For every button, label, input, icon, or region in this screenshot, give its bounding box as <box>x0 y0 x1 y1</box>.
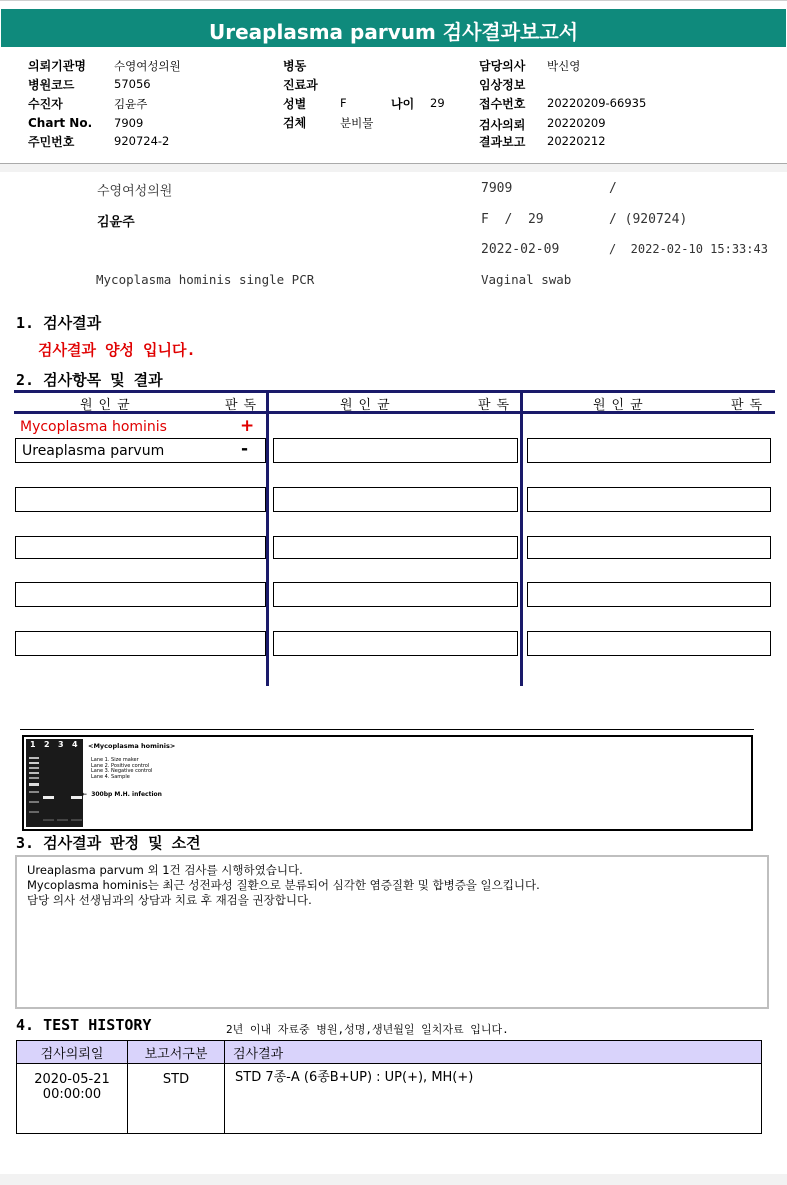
opinion-box <box>15 855 769 1009</box>
report-title: Ureaplasma parvum 검사결과보고서 <box>208 20 579 44</box>
sex-value: F <box>340 96 347 110</box>
result-cell <box>273 487 518 512</box>
history-col-date: 검사의뢰일 <box>17 1041 128 1064</box>
lane-number-2: 2 <box>44 740 50 749</box>
result-cell <box>527 438 771 463</box>
summary-specimen: Vaginal swab <box>481 272 572 287</box>
history-type: STD <box>128 1064 225 1134</box>
col-header-judge-2: 판독 <box>478 398 516 413</box>
summary-request-date: 2022-02-09 <box>481 242 560 257</box>
history-date-cell <box>17 1064 128 1134</box>
page-bottom-shade <box>0 1174 787 1185</box>
result-cell <box>273 582 518 607</box>
section1-heading: 1. 검사결과 <box>16 314 102 332</box>
summary-patient: 김윤주 <box>97 215 135 230</box>
gel-bands <box>26 739 83 827</box>
summary-test-name: Mycoplasma hominis single PCR <box>96 272 315 287</box>
result-cell <box>15 438 266 463</box>
result-cell <box>527 536 771 559</box>
result-cell <box>527 631 771 656</box>
section4-heading: 4. TEST HISTORY <box>16 1016 152 1034</box>
chart-no-value: 7909 <box>114 116 144 130</box>
history-result: STD 7종-A (6종B+UP) : UP(+), MH(+) <box>225 1064 762 1134</box>
clinical-info-label: 임상정보 <box>479 78 526 92</box>
sex-label: 성별 <box>283 97 307 111</box>
col-header-pathogen-3: 원인균 <box>593 398 649 413</box>
specimen-value: 분비물 <box>340 116 374 130</box>
result-ureaplasma-parvum: - <box>241 439 249 459</box>
result-cell <box>15 487 266 512</box>
result-cell <box>273 438 518 463</box>
result-cell <box>15 582 266 607</box>
patient-label: 수진자 <box>28 97 63 111</box>
chart-no-label: Chart No. <box>28 116 93 130</box>
ward-label: 병동 <box>283 59 307 73</box>
summary-chart-no: 7909 <box>481 181 513 196</box>
attending-doctor-label: 담당의사 <box>479 59 526 73</box>
result-mycoplasma-hominis: + <box>240 416 255 436</box>
gel-figure-box <box>22 735 753 831</box>
opinion-line: 담당 의사 선생님과의 상담과 치료 후 재검을 권장합니다. <box>27 893 312 907</box>
hospital-code-label: 병원코드 <box>28 78 75 92</box>
summary-hospital: 수영여성의원 <box>97 184 173 199</box>
result-cell <box>273 536 518 559</box>
opinion-line: Ureaplasma parvum 외 1건 검사를 시행하였습니다. <box>27 863 303 877</box>
results-grid-divider-1 <box>266 390 269 686</box>
request-date-label: 검사의뢰 <box>479 118 526 132</box>
summary-sex-age: F / 29 <box>481 212 544 227</box>
col-header-judge-3: 판독 <box>731 398 769 413</box>
summary-slash: / <box>609 181 617 196</box>
results-grid-divider-2 <box>520 390 523 686</box>
history-col-result: 검사결과 <box>225 1041 762 1064</box>
title-bar <box>1 9 786 47</box>
result-cell <box>15 631 266 656</box>
requesting-institution-label: 의뢰기관명 <box>28 59 86 73</box>
history-note: 2년 이내 자료중 병원,성명,생년월일 일치자료 입니다. <box>226 1023 509 1036</box>
result-cell <box>527 582 771 607</box>
pathogen-mycoplasma-hominis: Mycoplasma hominis <box>20 419 167 435</box>
result-cell <box>15 536 266 559</box>
gel-legend <box>91 758 152 780</box>
receipt-number-value: 20220209-66935 <box>547 96 647 110</box>
header-divider-shade <box>0 164 787 172</box>
results-grid-top-line <box>14 390 775 393</box>
gel-legend-lane-3: Lane 3. Negative control <box>91 768 153 774</box>
lane-number-3: 3 <box>58 740 64 749</box>
requesting-institution-value: 수영여성의원 <box>114 59 181 73</box>
resident-number-value: 920724-2 <box>114 134 170 148</box>
col-header-judge-1: 판독 <box>225 398 263 413</box>
history-col-type: 보고서구분 <box>128 1041 225 1064</box>
report-date-label: 결과보고 <box>479 135 526 149</box>
lane-number-1: 1 <box>30 740 36 749</box>
age-label: 나이 <box>391 97 415 111</box>
summary-birth: / (920724) <box>609 212 688 227</box>
gel-legend-lane-2: Lane 2. Positive control <box>91 762 150 769</box>
attending-doctor-value: 박신영 <box>547 59 581 73</box>
opinion-line: Mycoplasma hominis는 최근 성전파성 질환으로 분류되어 심각한 염증질환 및 합병증을 일으킵니다. <box>27 878 540 892</box>
table-row <box>17 1064 762 1134</box>
history-time: 00:00:00 <box>42 1087 102 1102</box>
resident-number-label: 주민번호 <box>28 135 75 149</box>
history-header-row <box>17 1041 762 1064</box>
result-cell <box>273 631 518 656</box>
history-table <box>16 1040 762 1134</box>
request-date-value: 20220209 <box>547 116 606 130</box>
patient-value: 김윤주 <box>114 97 148 111</box>
section1-result: 검사결과 양성 입니다. <box>38 341 196 359</box>
hospital-code-value: 57056 <box>114 77 151 91</box>
gel-legend-lane-4: Lane 4. Sample <box>91 773 130 780</box>
report-date-value: 20220212 <box>547 134 606 148</box>
specimen-label: 검체 <box>283 116 307 130</box>
pathogen-ureaplasma-parvum: Ureaplasma parvum <box>22 443 165 459</box>
receipt-number-label: 접수번호 <box>479 97 526 111</box>
top-edge <box>0 0 787 9</box>
lane-number-4: 4 <box>72 740 78 749</box>
history-date: 2020-05-21 <box>34 1072 110 1087</box>
section2-heading: 2. 검사항목 및 결과 <box>16 371 163 389</box>
gel-legend-lane-1: Lane 1. Size maker <box>91 757 139 763</box>
gel-top-rule <box>20 729 754 730</box>
summary-report-datetime: / 2022-02-10 15:33:43 <box>609 242 768 256</box>
gel-title: <Mycoplasma hominis> <box>88 742 176 750</box>
gel-arrow-label: ← 300bp M.H. infection <box>82 791 162 798</box>
result-cell <box>527 487 771 512</box>
department-label: 진료과 <box>283 78 318 92</box>
age-value: 29 <box>430 96 445 110</box>
gel-image <box>26 739 83 827</box>
section3-heading: 3. 검사결과 판정 및 소견 <box>16 834 201 852</box>
col-header-pathogen-2: 원인균 <box>340 398 396 413</box>
col-header-pathogen-1: 원인균 <box>80 398 136 413</box>
